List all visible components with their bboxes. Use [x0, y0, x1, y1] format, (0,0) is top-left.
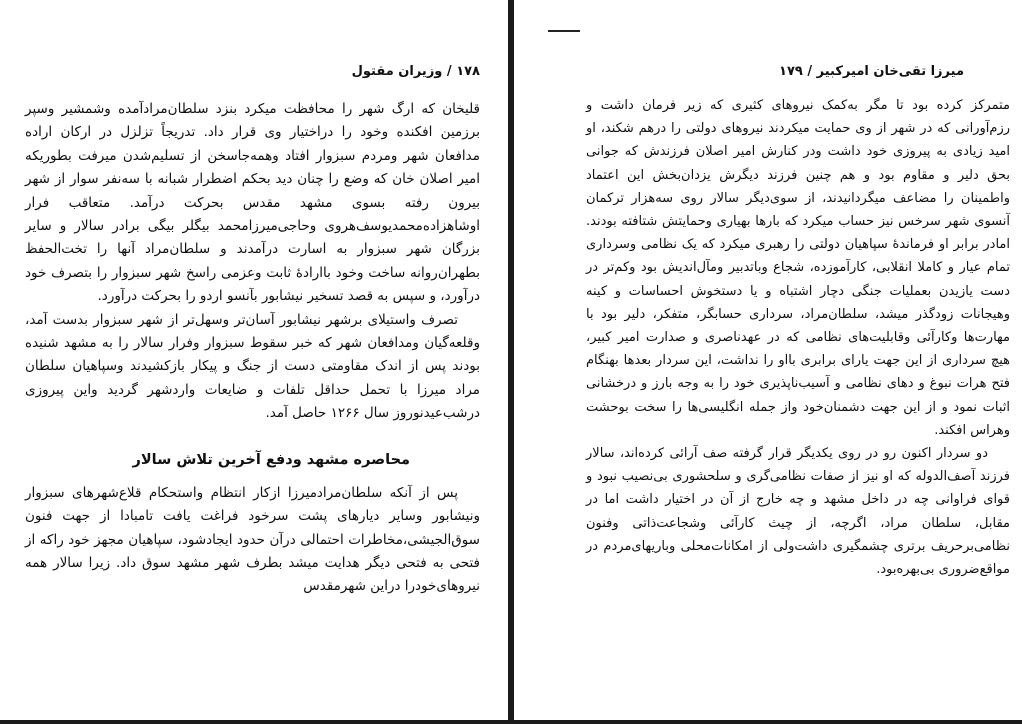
left-paragraph-2: تصرف واستیلای برشهر نیشابور آسان‌تر وسهل‌تر از شهر سبزوار بدست آمد، وقلعه‌گیان ومدافعان شهر که خبر سقوط سبزوار وفرار سالار را به مشهد شنیده بودند پس از اندک مقاومتی دست از جنگ و پیکار باز‌کشیدند وسپاهیان سلطان مراد میرزا با تحمل حداقل تلفات و ضایعات واردشهر گردید واین پیروزی درشب‌عیدنوروز سال ۱۲۶۶ حاصل آمد.	[25, 311, 480, 422]
left-paragraph-3: پس از آنکه سلطان‌مرادمیرزا ازکار انتظام واستحکام قلاع‌شهرهای سبزوار ونیشابور وسایر دیارهای پشت سرخود فراغت یافت تامبادا از جهت فنون سوق‌الجیشی،مخاطرات احتمالی درآن حدود ایجادشود، سپاهیان مجهز خود راکه از فتحی به فتحی دیگر هدایت میشد بطرف شهر مشهد سوق داد. زیرا سالار همه نیروهای‌خودرا دراین شهرمقدس	[25, 484, 480, 595]
page-edge-mark	[548, 30, 580, 32]
left-page	[0, 0, 508, 724]
right-page-header: میرزا تقی‌خان امیرکبیر / ۱۷۹	[779, 64, 964, 79]
left-page-header: ۱۷۸ / وزیران مقتول	[351, 64, 480, 79]
right-paragraph-2: دو سردار اکنون رو در روی یکدیگر قرار گرفته صف آرائی کرده‌اند، سالار فرزند آصف‌الدوله که او نیز از صفات نظامی‌گری و سلحشوری بی‌نصیب نبود و قوای فراوانی چه در داخل مشهد و چه خارج از آن در اختیار داشت اما در مقابل، سلطان مراد، اگرچه، از چیث کارآئی وشجاعت‌ذاتی وفنون نظامی‌برحریف برتری چشمگیری داشت‌ولی از امکانات‌محلی وباریهای‌مردم در مواقع‌ضروری بی‌بهره‌بود.	[586, 446, 1010, 578]
section-title: محاصره مشهد ودفع آخرین تلاش سالار	[132, 451, 410, 468]
bottom-edge	[0, 720, 1022, 724]
right-page-body	[586, 94, 1010, 581]
left-page-body	[25, 98, 480, 599]
right-paragraph-1: متمرکز کرده بود تا مگر به‌کمک نیروهای کثیری که زیر فرمان داشت و رزم‌آورانی که در شهر از وی حمایت میکردند نیروهای دولتی را درهم شکند، او امید زیادی به پیروزی خود داشت ودر کنارش امیر اصلان فرزندش که جوانی بحق دلیر و مقاوم بود و هم چنین فرزند دیگرش یزدان‌بخش این اعتماد واطمینان را مضاعف میگردانیدند، از سوی‌دیگر سالار روی سه‌هزار ترکمان آنسوی شهر سرخس نیز حساب میکرد که بارها بهیاری وحمایتش شتافته بودند. امادر برابر او فرماندهٔ سپاهیان دولتی را رهبری میکرد که یک نظامی وسرداری تمام عیار و کاملا انقلابی، کارآموزده، شجاع وباتدبیر ومآل‌اندیش بود وکم‌تر در دست یازیدن بعملیات جنگی دچار اشتباه و یا دستخوش احساسات و کینه وهیجانات زودگذر میشد، سلطان‌مراد، سرداری حسابگر، متفکر، دلیر بود با مهارت‌ها وکارآئی وقابلیت‌های نظامی که در عهدناصری و صدارت امیر کبیر، هیچ سرداری از این جهت یارای برابری بااو را نداشت، این سردار بعدها بهنگام فتح هرات نبوغ و دهای نظامی و آسیب‌ناپذیری خود را به وجه بارز و درخشانی اثبات نمود و از این جهت دشمنان‌خود واز جمله انگلیسی‌ها را سخت بوحشت وهراس افکند.	[586, 98, 1010, 438]
right-page	[514, 0, 1022, 724]
left-paragraph-1: قلیخان که ارگ شهر را محافظت میکرد بنزد سلطان‌مرادآمده وشمشیر وسپر برزمین افکنده وخود را دراختیار وی قرار داد. تدریجاً تزلزل در ارکان اراده مدافعان شهر ومردم سبزوار افتاد وهمه‌جاسخن از تسلیم‌شدن میرفت بطوریکه امیر اصلان خان که وضع را چنان دید بحکم اضطرار شبانه با سه‌نفر سوار از شهر بیرون رفته بسوی مشهد مقدس بحرکت درآمد. متعاقب فرار اوشاهزاده‌محمدیوسف‌هروی وحاجی‌میرزامحمد بیگلر بیگی برادر سالار و سایر بزرگان شهر سبزوار به اسارت درآمدند و سلطان‌مراد آنها را تخت‌الحفظ بطهران‌روانه ساخت وخود باارادهٔ ثابت وعزمی راسخ شهر سبزوار را بتصرف خود درآورد، و سپس به قصد تسخیر نیشابور بآنسو اردو را بحرکت درآورد.	[25, 101, 480, 305]
